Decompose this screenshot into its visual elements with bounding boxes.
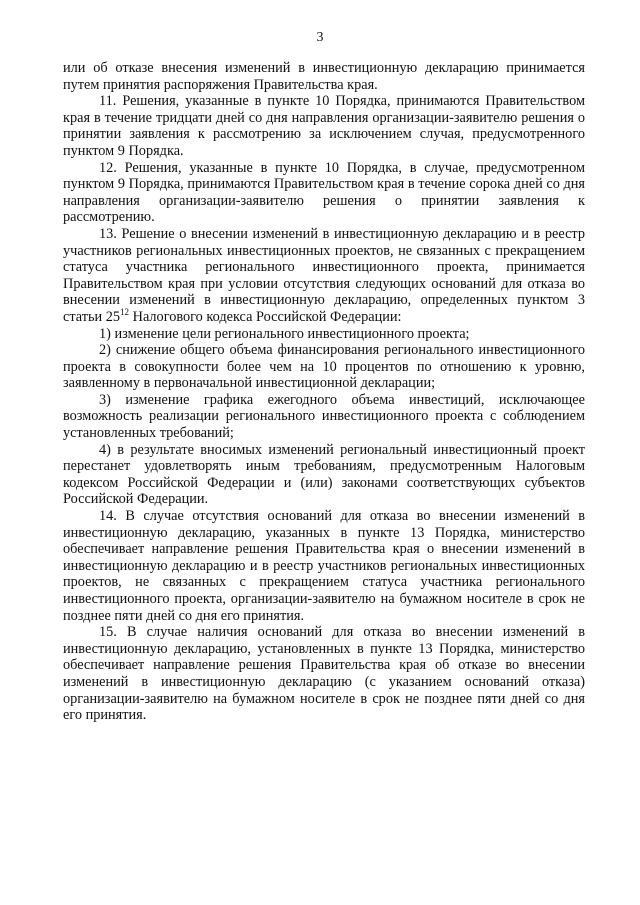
document-body <box>63 60 585 724</box>
page-number: 3 <box>316 30 324 45</box>
article-superscript: 12 <box>120 307 130 318</box>
list-item-4: 4) в результате вносимых изменений региональный инвестиционный проект перестанет удовлетворять иным требованиям, предусмотренным Налоговым кодексом Российской Федерации и (или) законами соответствующих субъектов Российской Федерации. <box>63 441 585 508</box>
paragraph-13 <box>63 226 585 326</box>
list-item-3: 3) изменение графика ежегодного объема инвестиций, исключающее возможность реализации регионального инвестиционного проекта с соблюдением установленных требований; <box>63 391 585 442</box>
paragraph-12: 12. Решения, указанные в пункте 10 Порядка, в случае, предусмотренном пунктом 9 Порядка, принимаются Правительством края в течение сорока дней со дня направления организации-заявителю решения о принятии заявления к рассмотрению. <box>63 159 585 226</box>
paragraph-13-text: 13. Решение о внесении изменений в инвестиционную декларацию и в реестр участников региональных инвестиционных проектов, не связанных с прекращением статуса участника регионального инвестиционного проекта, принимается Правительством края при условии отсутствия следующих оснований для отказа во внесении изменений в инвестиционную декларацию, определенных пунктом 3 статьи 25 <box>63 225 585 325</box>
paragraph-11: 11. Решения, указанные в пункте 10 Порядка, принимаются Правительством края в течение тридцати дней со дня направления организации-заявителю решения о принятии заявления к рассмотрению за исключением случая, предусмотренного пунктом 9 Порядка. <box>63 93 585 159</box>
paragraph-15: 15. В случае наличия оснований для отказа во внесении изменений в инвестиционную декларацию, установленных в пункте 13 Порядка, министерство обеспечивает направление решения Правительства края об отказе во внесении изменений в инвестиционную декларацию (с указанием оснований отказа) организации-заявителю на бумажном носителе в срок не позднее пяти дней со дня его принятия. <box>63 624 585 724</box>
paragraph-13-text-end: Налогового кодекса Российской Федерации: <box>129 308 402 325</box>
paragraph-14: 14. В случае отсутствия оснований для отказа во внесении изменений в инвестиционную декларацию, указанных в пункте 13 Порядка, министерство обеспечивает направление решения Правительства края о внесении изменений в инвестиционную декларацию и в реестр участников региональных инвестиционных проектов, не связанных с прекращением статуса участника регионального инвестиционного проекта, организации-заявителю на бумажном носителе в срок не позднее пяти дней со дня его принятия. <box>63 508 585 624</box>
paragraph-continuation: или об отказе внесения изменений в инвестиционную декларацию принимается путем принятия распоряжения Правительства края. <box>63 60 585 93</box>
list-item-1: 1) изменение цели регионального инвестиционного проекта; <box>99 325 470 342</box>
list-item-2: 2) снижение общего объема финансирования регионального инвестиционного проекта в совокупности более чем на 10 процентов по отношению к уровню, заявленному в первоначальной инвестиционной декларации; <box>63 342 585 392</box>
